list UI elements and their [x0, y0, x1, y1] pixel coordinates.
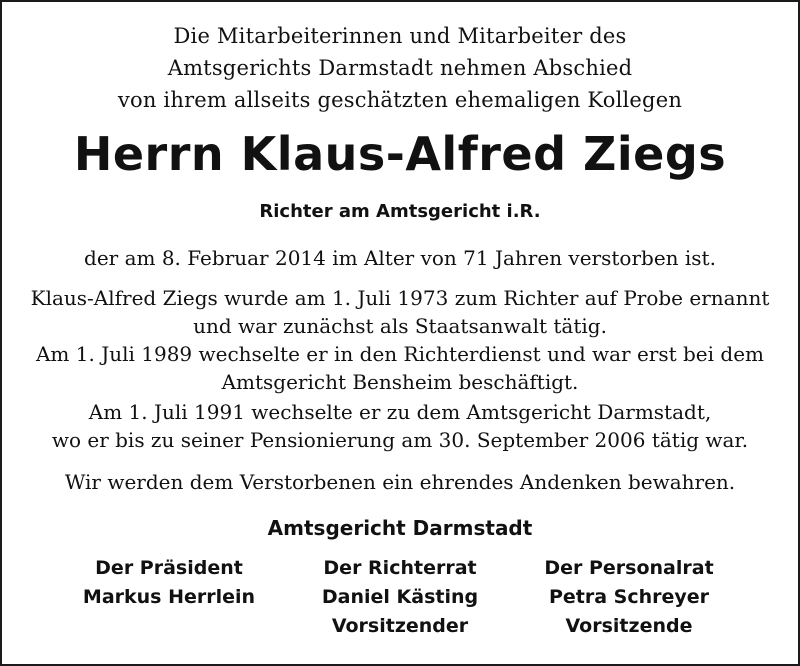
intro-line-2: Amtsgerichts Darmstadt nehmen Abschied [167, 56, 633, 80]
closing-line: Wir werden dem Verstorbenen ein ehrendes Andenken bewahren. [64, 470, 736, 494]
signatory-title: Vorsitzender [331, 615, 469, 637]
signatory-role: Der Richterrat [323, 557, 477, 579]
signatory-role: Der Personalrat [544, 557, 714, 579]
deceased-name: Herrn Klaus-Alfred Ziegs [73, 127, 727, 181]
court-name: Amtsgericht Darmstadt [267, 516, 533, 540]
signatory-judges-council [275, 554, 525, 641]
signatory-title: Vorsitzende [565, 615, 693, 637]
deceased-rank: Richter am Amtsgericht i.R. [259, 201, 541, 222]
death-line: der am 8. Februar 2014 im Alter von 71 Jahren verstorben ist. [84, 246, 716, 270]
career-line-4: Amtsgericht Bensheim beschäftigt. [221, 370, 579, 394]
intro-line-1: Die Mitarbeiterinnen und Mitarbeiter des [173, 24, 627, 48]
signatory-person: Petra Schreyer [548, 586, 710, 608]
career-line-1: Klaus-Alfred Ziegs wurde am 1. Juli 1973 zum Richter auf Probe ernannt [30, 286, 770, 310]
signatory-role: Der Präsident [95, 557, 243, 579]
career-line-2: und war zunächst als Staatsanwalt tätig. [193, 314, 607, 338]
signatory-president [44, 554, 294, 612]
career-line-5: Am 1. Juli 1991 wechselte er zu dem Amtsgericht Darmstadt, [88, 400, 712, 424]
intro-line-3: von ihrem allseits geschätzten ehemaligen Kollegen [117, 88, 683, 112]
signatory-person: Daniel Kästing [321, 586, 479, 608]
signatory-staff-council [504, 554, 754, 641]
signatory-person: Markus Herrlein [82, 586, 256, 608]
career-line-6: wo er bis zu seiner Pensionierung am 30. September 2006 tätig war. [51, 428, 749, 452]
career-line-3: Am 1. Juli 1989 wechselte er in den Richterdienst und war erst bei dem [35, 342, 765, 366]
